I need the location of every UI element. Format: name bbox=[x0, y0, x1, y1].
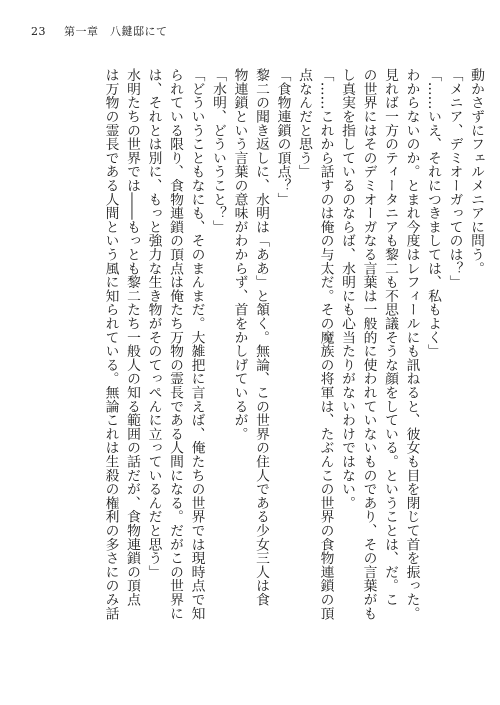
text-line: 点なんだと思う」 bbox=[296, 68, 312, 179]
text-line: 「……これから話すのは俺の与太だ。その魔族の将軍は、たぶんこの世界の食物連鎖の頂 bbox=[317, 68, 334, 620]
body-text bbox=[21, 68, 486, 658]
text-line: は、それとは別に、もっと強力な生き物がそのてっぺんに立っているんだと思う」 bbox=[145, 68, 162, 579]
text-line: 黎二の聞き返しに、水明は「ああ」と頷く。無論、この世界の住人である少女三人は食 bbox=[253, 68, 269, 607]
text-line: 「食物連鎖の頂点？」 bbox=[274, 68, 291, 206]
text-line: 動かさずにフェルメニアに問う。 bbox=[468, 68, 484, 275]
text-line: 水明たちの世界では――もっとも黎二たち一般人の知る範囲の話だが、食物連鎖の頂点 bbox=[124, 68, 140, 607]
text-line: 「どういうこともなにも、そのまんまだ。大雑把に言えば、俺たちの世界では現時点で知 bbox=[188, 68, 205, 620]
text-line: し真実を指しているのならば、水明にも心当たりがないわけではない。 bbox=[339, 68, 355, 510]
text-line: 物連鎖という言葉の意味がわからず、首をかしげているが。 bbox=[231, 68, 248, 441]
text-line: られている限り、食物連鎖の頂点は俺たち万物の霊長である人間になる。だがこの世界に bbox=[167, 68, 183, 620]
text-line: わからないのか。とまれ今度はレフィールにも訊ねると、彼女も目を閉じて首を振った。 bbox=[403, 68, 420, 620]
text-line: 「……いえ、それにつきましては、私もよく」 bbox=[425, 68, 441, 358]
text-line: 「水明、どういうこと？」 bbox=[210, 68, 226, 234]
page-header bbox=[31, 23, 168, 39]
text-line: 見れば一方のティータニアも黎二も不思議そうな顔をしている。ということは、だ。こ bbox=[382, 68, 398, 607]
text-line: は万物の霊長である人間という風に知られている。無論これは生殺の権利の多さにのみ話 bbox=[102, 68, 119, 620]
page-number: 23 bbox=[31, 25, 46, 38]
running-title: 第一章 八鍵邸にて bbox=[64, 25, 168, 38]
text-line: の世界にはそのデミオーガなる言葉は一般的に使われていないものであり、その言葉がも bbox=[360, 68, 377, 620]
text-line: 「メニア、デミオーガってのは？」 bbox=[446, 68, 463, 289]
